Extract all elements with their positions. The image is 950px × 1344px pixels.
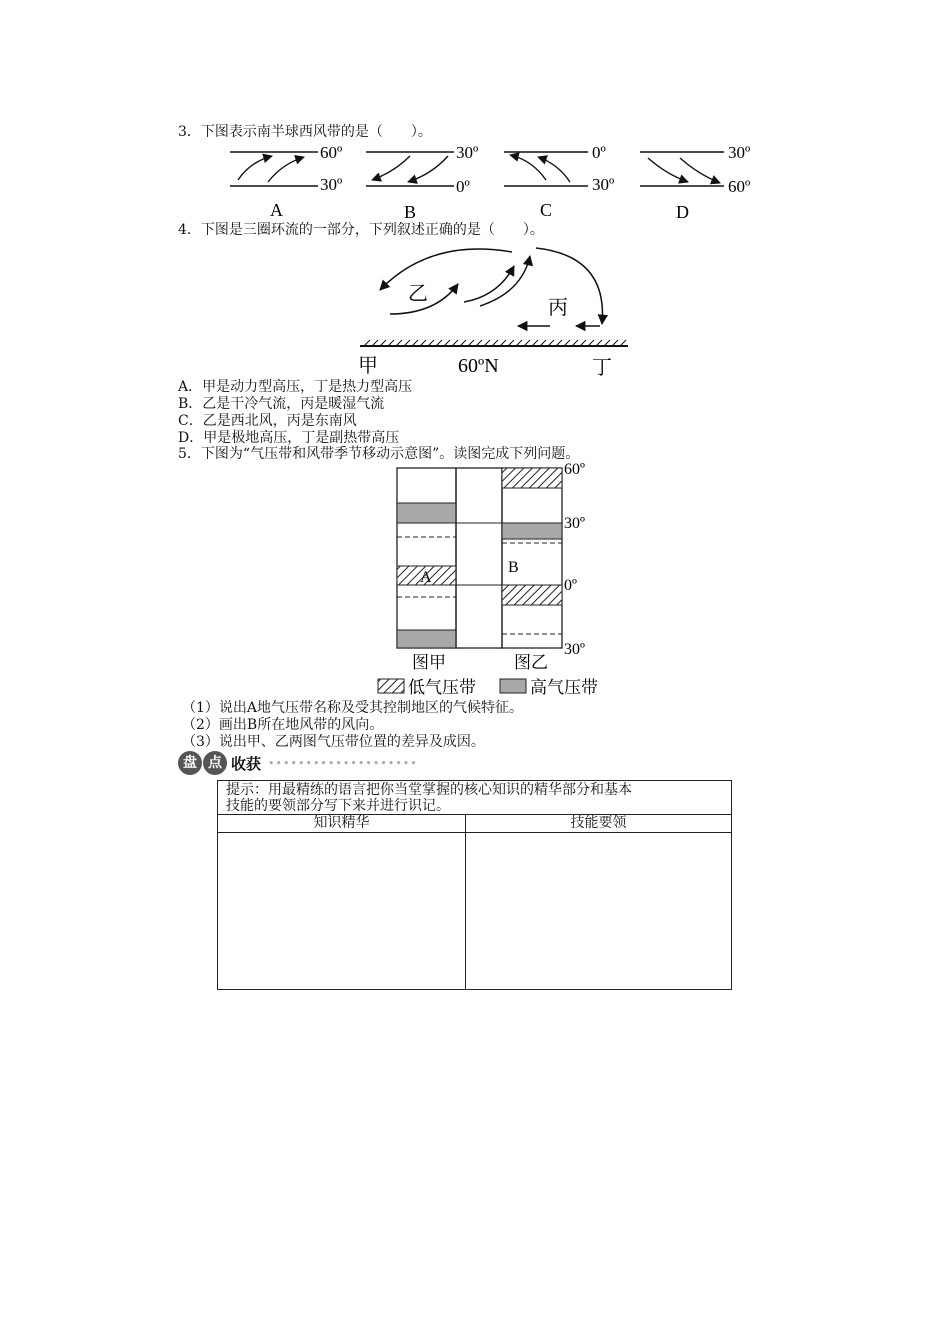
q5-sub-question-2: （2）画出B所在地风带的风向。: [182, 717, 384, 733]
q3-option-c-diagram: [504, 143, 614, 220]
q5-caption-yi: 图乙: [514, 653, 548, 672]
q4-circulation-figure: [350, 236, 640, 378]
q3-a-top-lat: 60º: [320, 143, 343, 162]
knowledge-notes-area[interactable]: [218, 833, 466, 990]
q4-label-yi: 乙: [408, 283, 428, 305]
q5-label-b: B: [508, 559, 519, 576]
q4-label-bing: 丙: [548, 297, 568, 319]
col-header-skills: 技能要领: [570, 815, 627, 831]
q4-option-c: C．乙是西北风，丙是东南风: [178, 413, 357, 429]
skills-notes-area[interactable]: [466, 833, 731, 990]
q5-lat-0: 0º: [564, 577, 577, 594]
col-header-knowledge: 知识精华: [218, 815, 466, 832]
q5-sub-question-1: （1）说出A地气压带名称及受其控制地区的气候特征。: [182, 700, 524, 716]
summary-table: [217, 780, 732, 990]
q3-d-bottom-lat: 60º: [728, 177, 751, 196]
summary-table-header: [218, 815, 731, 833]
q5-pressure-belt-figure: [370, 460, 620, 700]
q4-label-jia: 甲: [358, 355, 378, 377]
q3-option-a-diagram: [230, 143, 342, 220]
q4-label-ding: 丁: [592, 357, 612, 378]
q4-option-a: A．甲是动力型高压，丁是热力型高压: [178, 379, 413, 395]
summary-title: 收获: [231, 754, 262, 773]
q4-option-d: D．甲是极地高压，丁是副热带高压: [178, 430, 400, 446]
summary-hint: [218, 781, 731, 815]
q3-wind-figure: [220, 138, 770, 224]
q5-figure-yi: [502, 468, 562, 648]
q5-legend-low: 低气压带: [408, 678, 476, 697]
summary-header: [178, 751, 418, 775]
q3-c-top-lat: 0º: [592, 143, 606, 162]
q5-lat-60: 60º: [564, 461, 585, 478]
summary-badge-1: 盘: [178, 751, 202, 775]
q5-figure-jia: [397, 468, 456, 648]
q4-option-b: B．乙是干冷气流，丙是暖湿气流: [178, 396, 385, 412]
q3-stem: 3．下图表示南半球西风带的是（ ）。: [178, 124, 432, 140]
q3-option-d-diagram: [640, 143, 750, 222]
q5-stem: 5．下图为“气压带和风带季节移动示意图”。读图完成下列问题。: [178, 446, 580, 462]
q5-lat-30n: 30º: [564, 515, 585, 532]
q3-option-b-diagram: [366, 143, 478, 222]
q5-caption-jia: 图甲: [412, 653, 446, 672]
q5-lat-30s: 30º: [564, 641, 585, 658]
summary-hint-line-1: 提示：用最精练的语言把你当堂掌握的核心知识的精华部分和基本: [226, 782, 632, 798]
q3-a-label: A: [270, 200, 283, 220]
q3-b-top-lat: 30º: [456, 143, 479, 162]
summary-table-body: [218, 833, 731, 990]
q3-a-bottom-lat: 30º: [320, 175, 343, 194]
q3-b-label: B: [404, 202, 417, 222]
q5-label-a: A: [420, 569, 432, 586]
q3-c-label: C: [540, 200, 553, 220]
q4-label-lat: 60ºN: [458, 355, 499, 377]
q3-d-top-lat: 30º: [728, 143, 751, 162]
q3-b-bottom-lat: 0º: [456, 177, 470, 196]
summary-dots-divider: ••••••••••••••••••••: [268, 756, 418, 770]
summary-badge-2: 点: [203, 751, 227, 775]
q3-c-bottom-lat: 30º: [592, 175, 615, 194]
summary-hint-line-2: 技能的要领部分写下来并进行识记。: [226, 798, 450, 814]
q3-d-label: D: [676, 202, 689, 222]
q5-legend: [378, 678, 598, 697]
q5-sub-question-3: （3）说出甲、乙两图气压带位置的差异及成因。: [182, 734, 485, 750]
q4-stem: 4．下图是三圈环流的一部分，下列叙述正确的是（ ）。: [178, 222, 544, 238]
q5-legend-high: 高气压带: [530, 678, 598, 697]
